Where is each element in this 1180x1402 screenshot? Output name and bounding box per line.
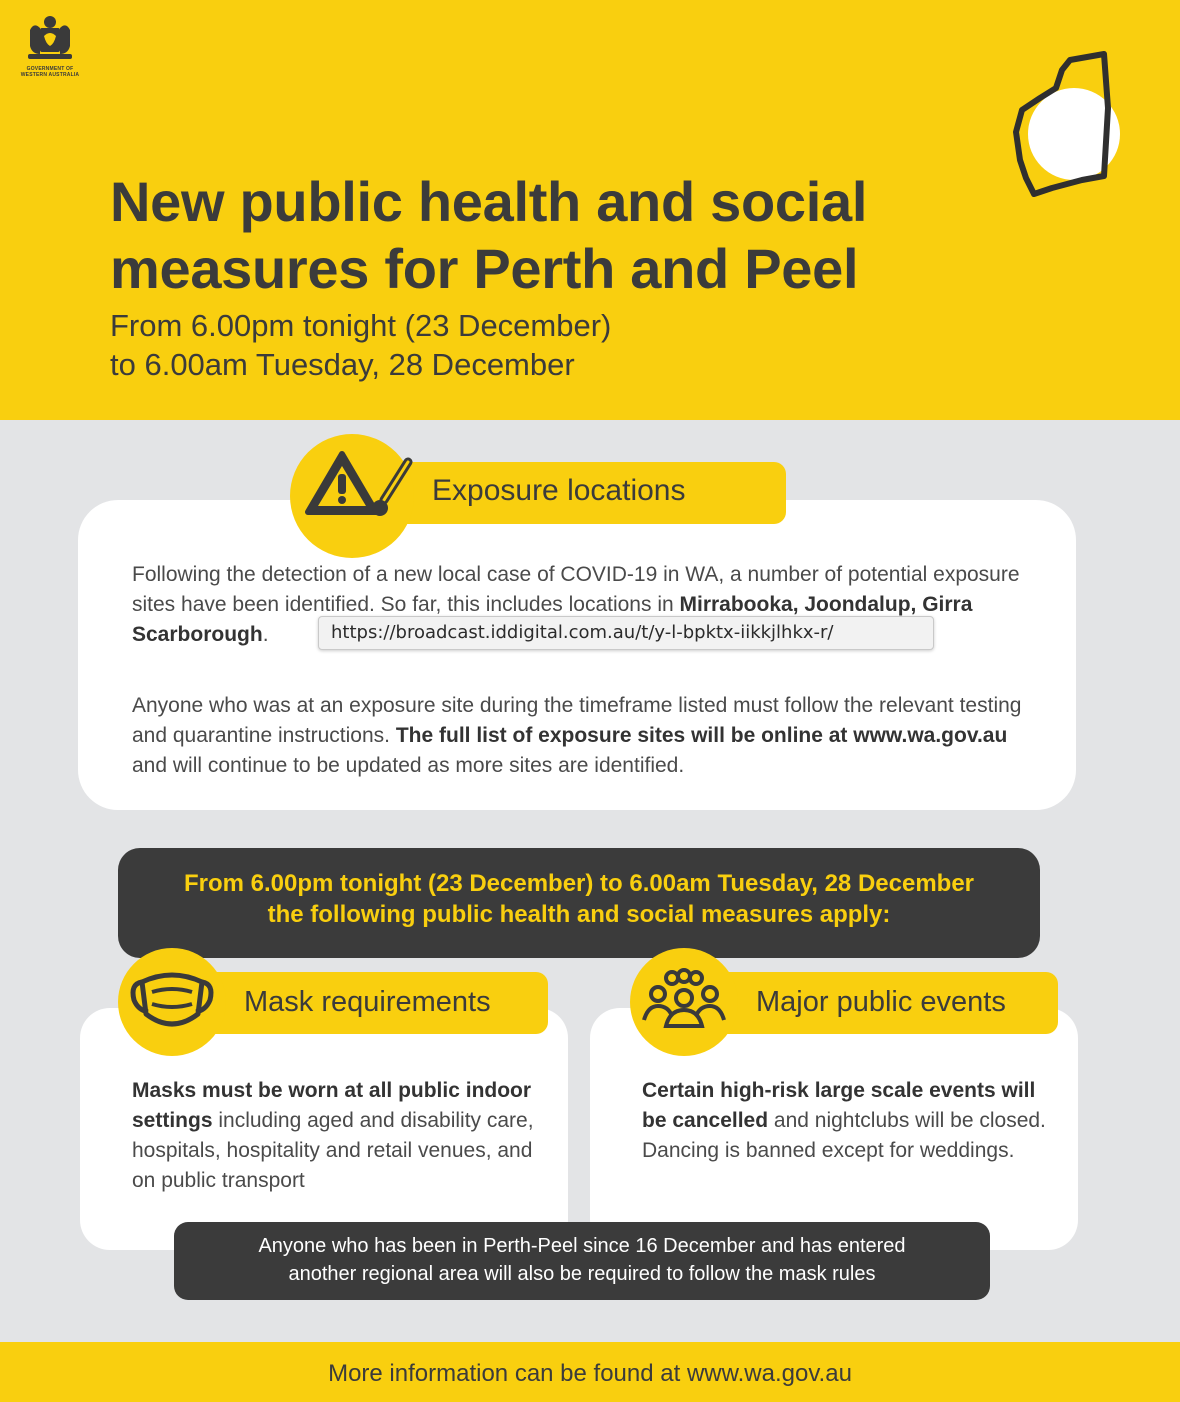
exposure-p1-end: .	[262, 623, 269, 646]
mask-text	[132, 1076, 542, 1196]
link-url-tooltip: https://broadcast.iddigital.com.au/t/y-l-bpktx-iikkjlhkx-r/	[318, 616, 934, 650]
page-title	[110, 168, 930, 302]
crowd-icon	[630, 948, 738, 1056]
measures-banner	[118, 848, 1040, 958]
exposure-p1-text: Following the detection of a new local case of COVID-19 in WA, a number of potential exposure sites have been identified. So far, this includes locations in	[132, 563, 1020, 616]
crest-caption: GOVERNMENT OF WESTERN AUSTRALIA	[20, 66, 80, 78]
exposure-heading: Exposure locations	[360, 462, 786, 524]
title-line-2: measures for Perth and Peel	[110, 237, 859, 300]
note-line-2: another regional area will also be required to follow the mask rules	[288, 1263, 876, 1285]
exposure-p2-link-text[interactable]: The full list of exposure sites will be online at www.wa.gov.au	[395, 724, 1008, 747]
mask-heading: Mask requirements	[170, 972, 548, 1034]
subtitle-line-1: From 6.00pm tonight (23 December)	[110, 308, 612, 343]
exposure-paragraph-2	[132, 691, 1042, 781]
warning-thermometer-icon	[290, 434, 414, 558]
events-text-rest: and nightclubs will be closed. Dancing is banned except for weddings.	[642, 1109, 1046, 1162]
header-banner	[0, 0, 1180, 420]
exposure-p1-scarborough: Scarborough	[132, 623, 263, 646]
exposure-icon-badge	[290, 434, 414, 558]
exposure-p2-end: and will continue to be updated as more sites are identified.	[132, 754, 685, 777]
western-australia-map-icon	[1000, 48, 1124, 198]
footer-text[interactable]: More information can be found at www.wa.gov.au	[328, 1360, 852, 1387]
subtitle-line-2: to 6.00am Tuesday, 28 December	[110, 347, 575, 382]
note-line-1: Anyone who has been in Perth-Peel since 16 December and has entered	[258, 1235, 906, 1257]
exposure-p2-text: Anyone who was at an exposure site during the timeframe listed must follow the relevant testing and quarantine instructions.	[132, 694, 1022, 747]
mask-text-rest: including aged and disability care, hospitals, hospitality and retail venues, and on public transport	[132, 1109, 534, 1192]
banner-line-1: From 6.00pm tonight (23 December) to 6.00am Tuesday, 28 December	[183, 870, 975, 897]
footer	[0, 1342, 1180, 1402]
exposure-p1-locations: Mirrabooka, Joondalup, Girra	[679, 593, 973, 616]
coat-of-arms-icon	[22, 14, 78, 66]
mask-text-bold: Masks must be worn at all public indoor settings	[132, 1079, 532, 1132]
face-mask-icon	[118, 948, 226, 1056]
mask-icon-badge	[118, 948, 226, 1056]
events-heading: Major public events	[680, 972, 1058, 1034]
banner-line-2: the following public health and social measures apply:	[267, 901, 891, 928]
regional-mask-note	[174, 1222, 990, 1300]
events-text-bold: Certain high-risk large scale events will be cancelled	[642, 1079, 1036, 1132]
title-line-1: New public health and social	[110, 170, 868, 233]
events-text	[642, 1076, 1052, 1166]
events-icon-badge	[630, 948, 738, 1056]
page-subtitle	[110, 306, 930, 384]
government-crest[interactable]	[14, 14, 86, 78]
